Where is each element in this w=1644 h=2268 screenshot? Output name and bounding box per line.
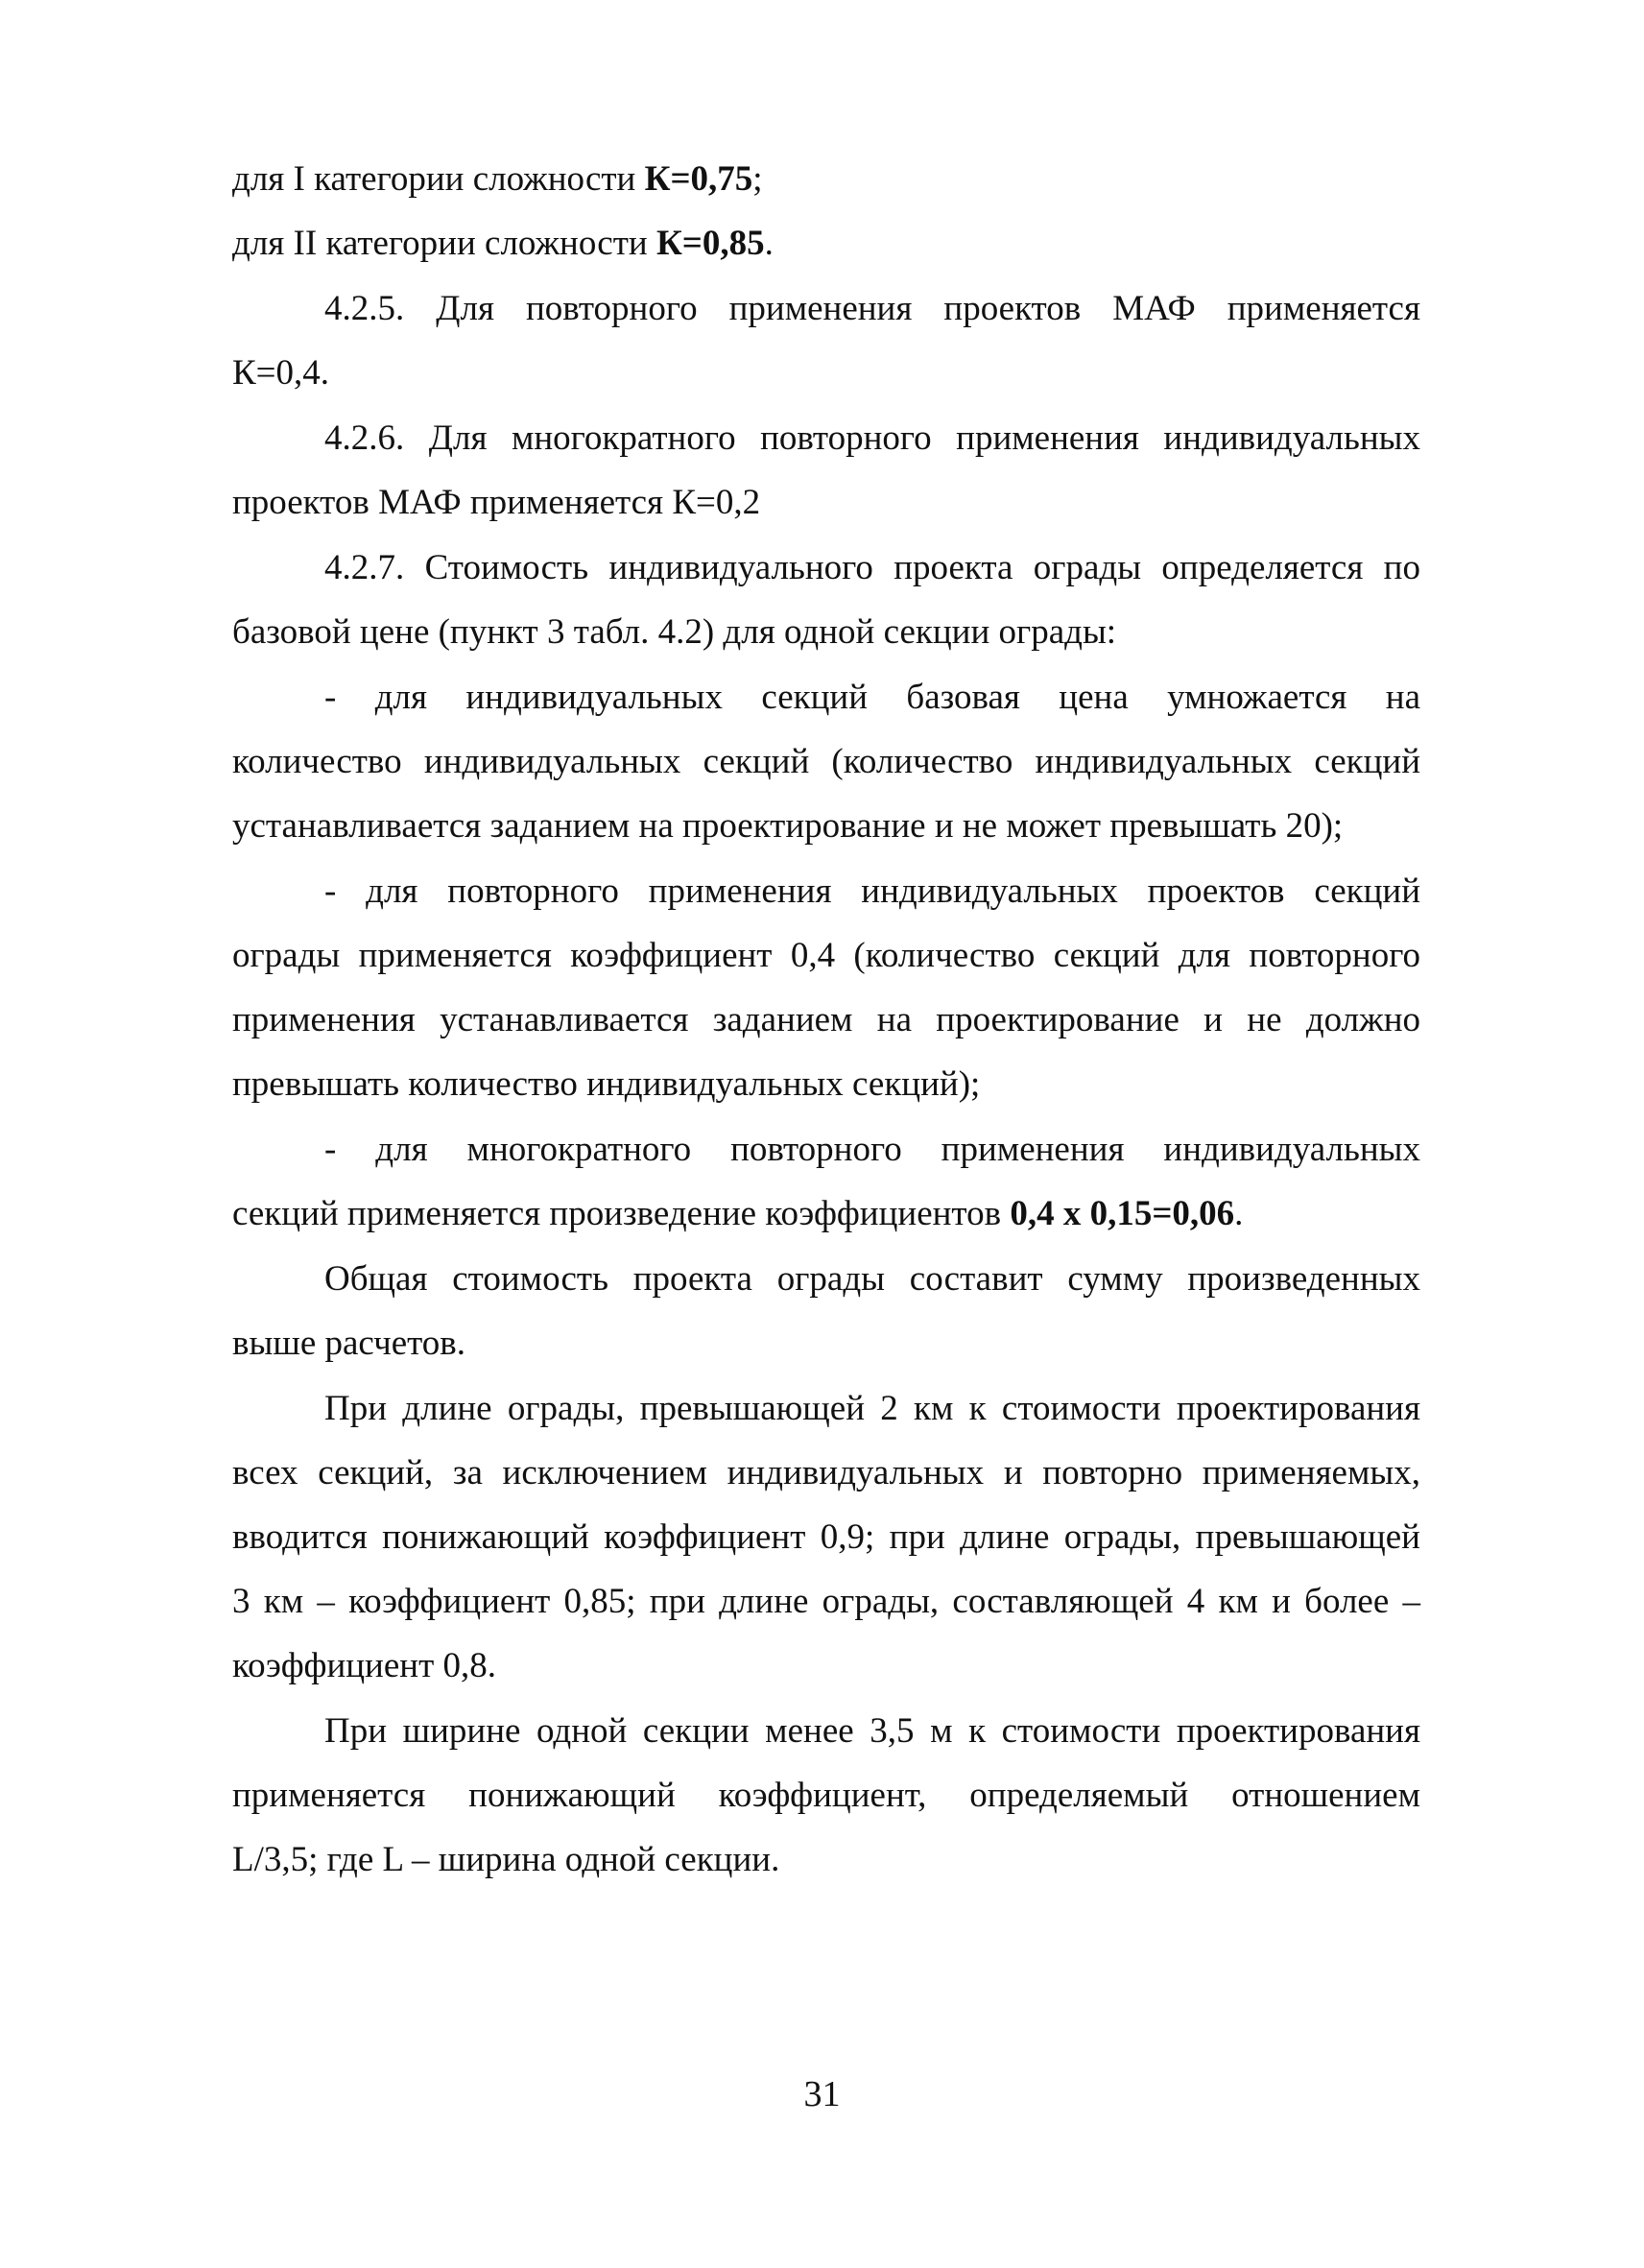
category-2-line xyxy=(232,211,1420,275)
bullet-3-text: секций применяется произведение коэффициентов xyxy=(232,1194,1011,1233)
section-width-line-1: При ширине одной секции менее 3,5 м к стоимости проектирования xyxy=(324,1711,1420,1751)
clause-4-2-7-line-2: базовой цене (пункт 3 табл. 4.2) для одной секции ограды: xyxy=(232,612,1117,652)
section-width-line-2: применяется понижающий коэффициент, определяемый отношением xyxy=(232,1776,1420,1815)
page-number: 31 xyxy=(803,2074,841,2114)
bullet-2-line-3: применения устанавливается заданием на проектирование и не должно xyxy=(232,1000,1420,1039)
clause-4-2-6-line-1: 4.2.6. Для многократного повторного применения индивидуальных xyxy=(324,418,1420,458)
fence-length-line-2: всех секций, за исключением индивидуальных и повторно применяемых, xyxy=(232,1453,1420,1492)
category-1-line xyxy=(232,147,1420,211)
total-cost-line-2: выше расчетов. xyxy=(232,1324,466,1363)
fence-length-line-3: вводится понижающий коэффициент 0,9; при длине ограды, превышающей xyxy=(232,1517,1420,1557)
bullet-2-line-2: ограды применяется коэффициент 0,4 (количество секций для повторного xyxy=(232,936,1420,975)
fence-length-line-4: 3 км – коэффициент 0,85; при длине ограды, составляющей 4 км и более – xyxy=(232,1582,1420,1621)
category-2-tail: . xyxy=(764,224,774,263)
fence-length-line-5: коэффициент 0,8. xyxy=(232,1646,496,1685)
bullet-1-line-3: устанавливается заданием на проектирование и не может превышать 20); xyxy=(232,806,1344,846)
bullet-2-line-1: - для повторного применения индивидуальных проектов секций xyxy=(324,871,1420,911)
bullet-3-tail: . xyxy=(1234,1194,1244,1233)
bullet-3-line-2 xyxy=(232,1182,1420,1246)
bullet-3-line-1: - для многократного повторного применения индивидуальных xyxy=(324,1130,1420,1169)
total-cost-line-1: Общая стоимость проекта ограды составит сумму произведенных xyxy=(324,1259,1420,1299)
category-2-coefficient: К=0,85 xyxy=(655,224,765,263)
bullet-1-line-2: количество индивидуальных секций (количество индивидуальных секций xyxy=(232,742,1420,781)
bullet-1-line-1: - для индивидуальных секций базовая цена умножается на xyxy=(324,678,1420,717)
fence-length-line-1: При длине ограды, превышающей 2 км к стоимости проектирования xyxy=(324,1389,1420,1428)
category-1-coefficient: К=0,75 xyxy=(644,159,753,199)
bullet-3-product: 0,4 х 0,15=0,06 xyxy=(1010,1194,1235,1233)
clause-4-2-5-line-1: 4.2.5. Для повторного применения проектов МАФ применяется xyxy=(324,289,1420,328)
body-text xyxy=(232,147,1420,1892)
section-width-line-3: L/3,5; где L – ширина одной секции. xyxy=(232,1840,780,1879)
clause-4-2-6-line-2: проектов МАФ применяется К=0,2 xyxy=(232,483,761,522)
clause-4-2-5-line-2: К=0,4. xyxy=(232,353,330,393)
clause-4-2-7-line-1: 4.2.7. Стоимость индивидуального проекта ограды определяется по xyxy=(324,548,1420,587)
category-2-text: для II категории сложности xyxy=(232,224,656,263)
bullet-2-line-4: превышать количество индивидуальных секций); xyxy=(232,1064,981,1104)
category-1-tail: ; xyxy=(752,159,763,199)
category-1-text: для I категории сложности xyxy=(232,159,645,199)
